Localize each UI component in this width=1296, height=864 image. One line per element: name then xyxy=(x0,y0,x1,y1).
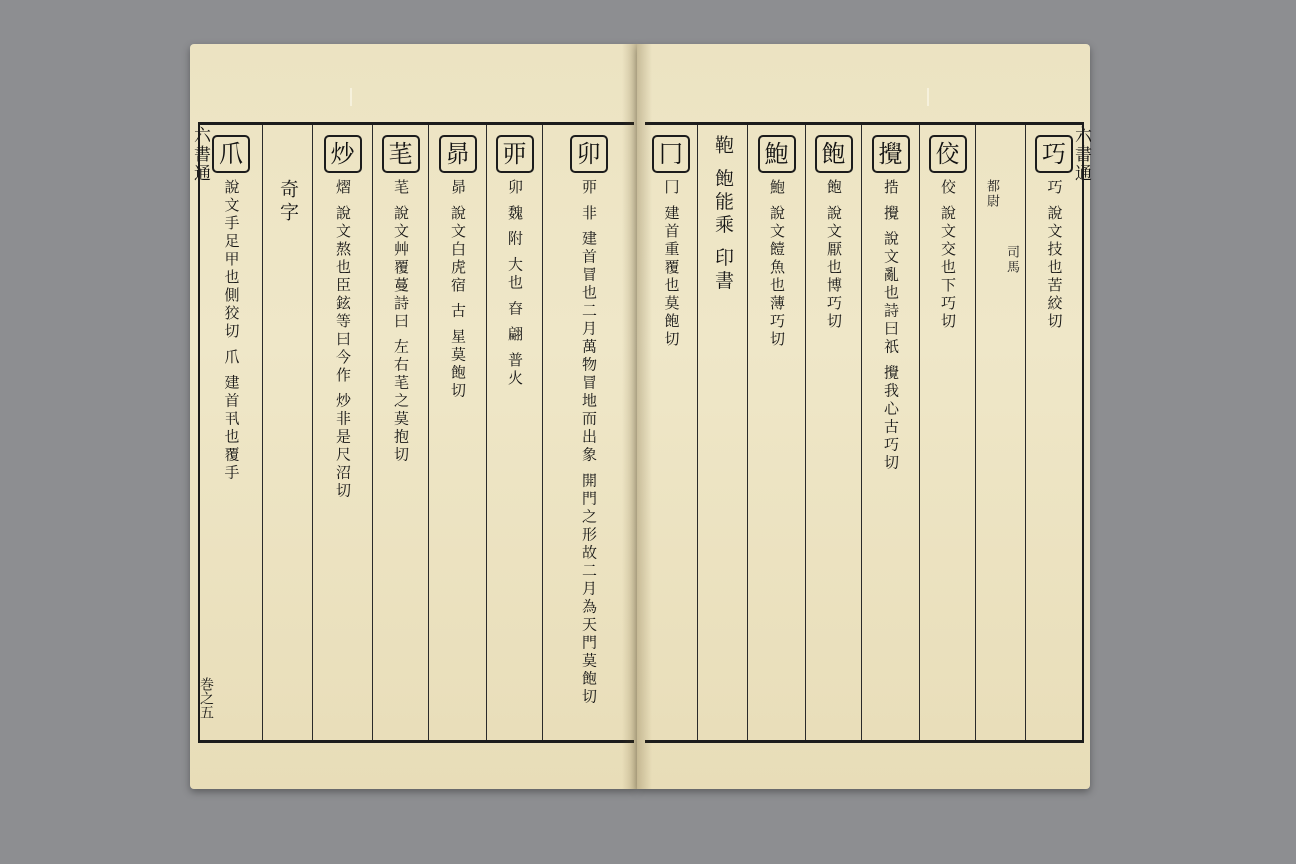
column-head: 卯 xyxy=(570,135,608,173)
column-head: 芼 xyxy=(382,135,420,173)
column-mao-main xyxy=(542,125,634,740)
column-text: 丣 非 建首冒也二月萬物冒地而出象 開門之形故二月為天門莫飽切 xyxy=(580,179,598,707)
stitch-mark xyxy=(350,88,352,106)
left-text-frame xyxy=(198,122,634,743)
column-text: 奇字 xyxy=(277,179,299,225)
column-text: 芼 說文艸覆蔓詩曰 左右芼之莫抱切 xyxy=(392,179,410,465)
column-text: 佼 說文交也下巧切 xyxy=(939,179,957,331)
column-text: 熠 說文熬也臣鉉等曰今作 炒非是尺沼切 xyxy=(334,179,352,501)
column-jiong xyxy=(645,125,697,740)
column-head: 昴 xyxy=(439,135,477,173)
column-qizi xyxy=(262,125,312,740)
column-text: 巧 說文技也苦絞切 xyxy=(1045,179,1064,331)
right-text-frame xyxy=(645,122,1084,743)
column-mao xyxy=(372,125,428,740)
column-text: 鞄 飽能乘 印書 xyxy=(712,135,734,294)
column-text: 飽 說文厭也博巧切 xyxy=(825,179,843,331)
column-pao xyxy=(697,125,747,740)
left-page xyxy=(190,44,637,789)
column-head: 冂 xyxy=(652,135,690,173)
column-head: 攪 xyxy=(872,135,910,173)
column-text: 昴 說文白虎宿 古 星莫飽切 xyxy=(449,179,467,401)
column-head: 丣 xyxy=(496,135,534,173)
column-jiao xyxy=(919,125,975,740)
open-book xyxy=(190,44,1090,789)
stitch-mark xyxy=(927,88,929,106)
book-gutter xyxy=(622,44,652,789)
book-title-left: 六書通 xyxy=(190,126,210,183)
column-notes xyxy=(975,125,1025,740)
book-title-right: 六書通 xyxy=(1071,126,1091,183)
page-number: 巻之五 xyxy=(198,677,214,719)
side-note: 司馬 xyxy=(1004,245,1019,275)
column-head: 佼 xyxy=(929,135,967,173)
column-head: 爪 xyxy=(212,135,250,173)
column-zhua xyxy=(200,125,262,740)
column-head: 飽 xyxy=(815,135,853,173)
column-text: 鮑 說文饐魚也薄巧切 xyxy=(768,179,786,349)
column-head: 巧 xyxy=(1035,135,1073,173)
column-jiao-stir xyxy=(861,125,919,740)
column-bao-fish xyxy=(747,125,805,740)
column-text: 說文手足甲也側狡切 爪 建首丮也覆手 xyxy=(222,179,241,483)
side-note: 都尉 xyxy=(984,179,999,209)
column-text: 捁 攪 說文亂也詩曰祇 攪我心古巧切 xyxy=(882,179,900,473)
column-text: 卯 魏 附 大也 昚 翩 普火 xyxy=(506,179,524,388)
column-head: 鮑 xyxy=(758,135,796,173)
column-chao xyxy=(312,125,372,740)
column-bao xyxy=(805,125,861,740)
column-head: 炒 xyxy=(324,135,362,173)
right-page xyxy=(637,44,1090,789)
column-mao-star xyxy=(428,125,486,740)
column-you xyxy=(486,125,542,740)
column-qiao xyxy=(1025,125,1082,740)
column-text: 冂 建首重覆也莫飽切 xyxy=(662,179,681,349)
